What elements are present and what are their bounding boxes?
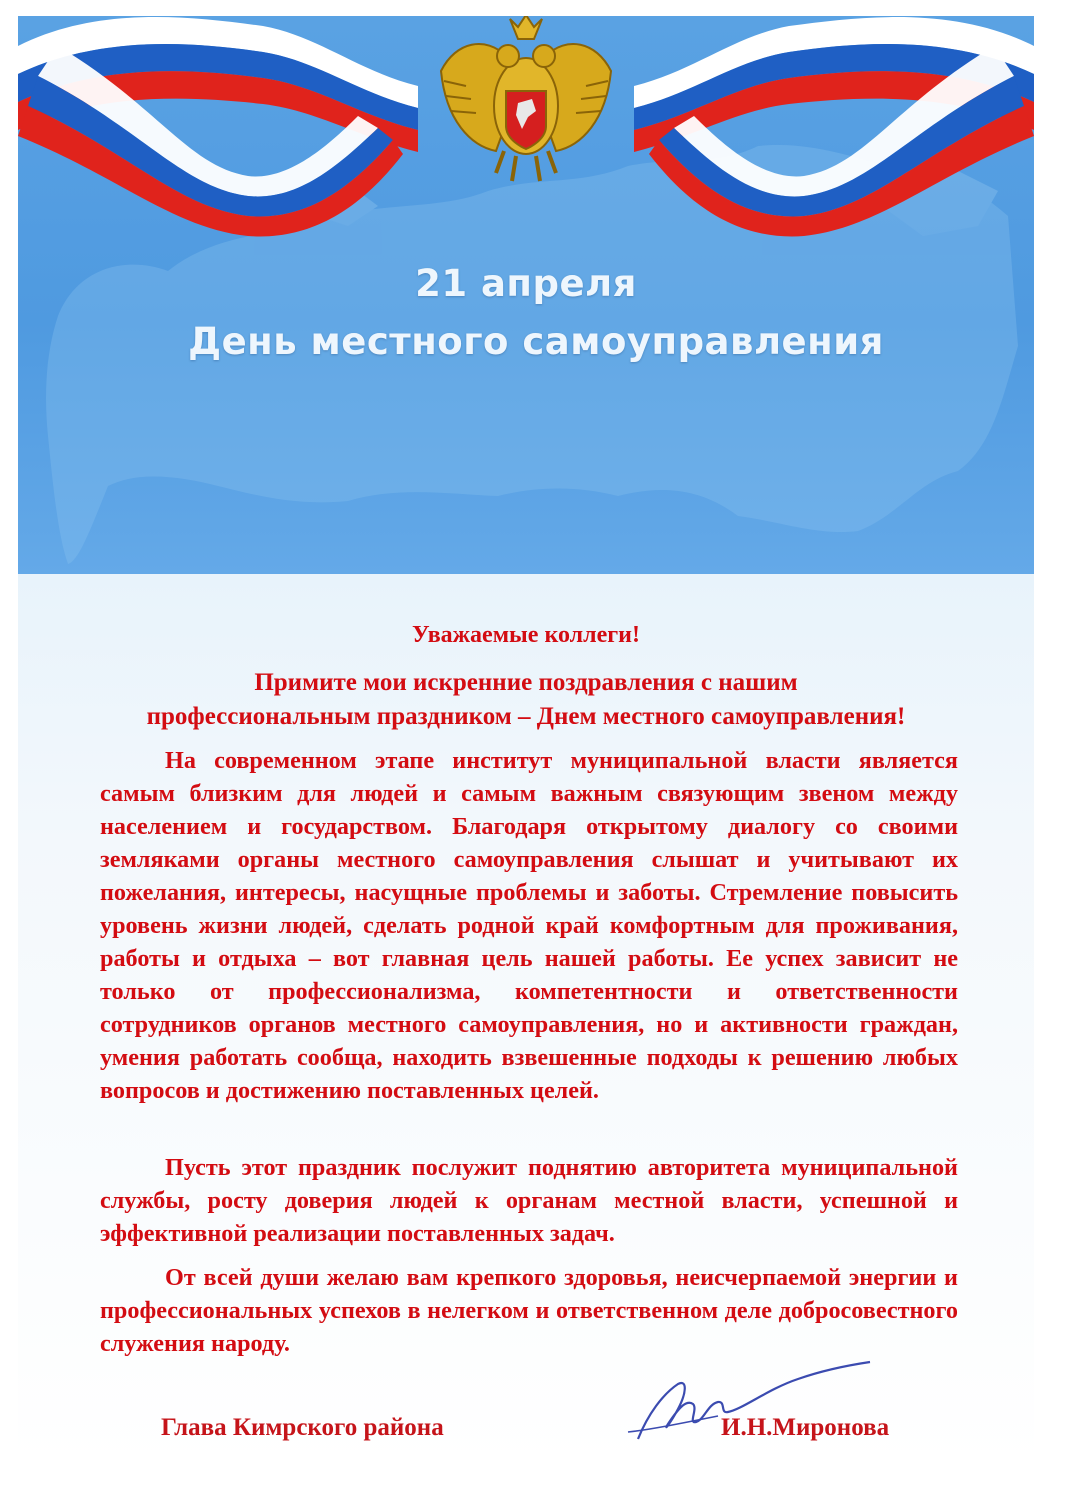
header-banner	[18, 16, 1034, 574]
signer-title: Глава Кимрского района	[161, 1414, 444, 1441]
letter-intro-line-2: профессиональным праздником – Днем местного самоуправления!	[146, 703, 906, 730]
letter-body	[18, 574, 1034, 1464]
letter-intro-line-1: Примите мои искренние поздравления с нашим	[254, 669, 798, 696]
signer-name: И.Н.Миронова	[721, 1414, 890, 1441]
letter-greeting: Уважаемые коллеги!	[412, 622, 640, 648]
letter-paragraph: На современном этапе институт муниципальной власти является самым близким для людей и самым важным связующим звеном между населением и государством. Благодаря открытому диалогу со своими земляками органы местного самоуправления слышат и учитывают их пожелания, интересы, насущные проблемы и заботы. Стремление повысить уровень жизни людей, сделать родной край комфортным для проживания, работы и отдыха – вот главная цель нашей работы. Ее успех зависит не только от профессионализма, компетентности и ответственности сотрудников органов местного самоуправления, но и активности граждан, умения работать сообща, находить взвешенные подходы к решению любых вопросов и достижению поставленных целей.	[100, 747, 958, 1104]
coat-of-arms-icon	[441, 16, 611, 181]
banner-date: 21 апреля	[415, 262, 637, 305]
letter-paragraph: От всей души желаю вам крепкого здоровья, неисчерпаемой энергии и профессиональных успехов в нелегком и ответственном деле добросовестного служения народу.	[100, 1264, 958, 1357]
letter-paragraph: Пусть этот праздник послужит поднятию авторитета муниципальной службы, росту доверия людей к органам местной власти, успешной и эффективной реализации поставленных задач.	[100, 1154, 958, 1247]
banner-holiday-title: День местного самоуправления	[188, 320, 884, 363]
